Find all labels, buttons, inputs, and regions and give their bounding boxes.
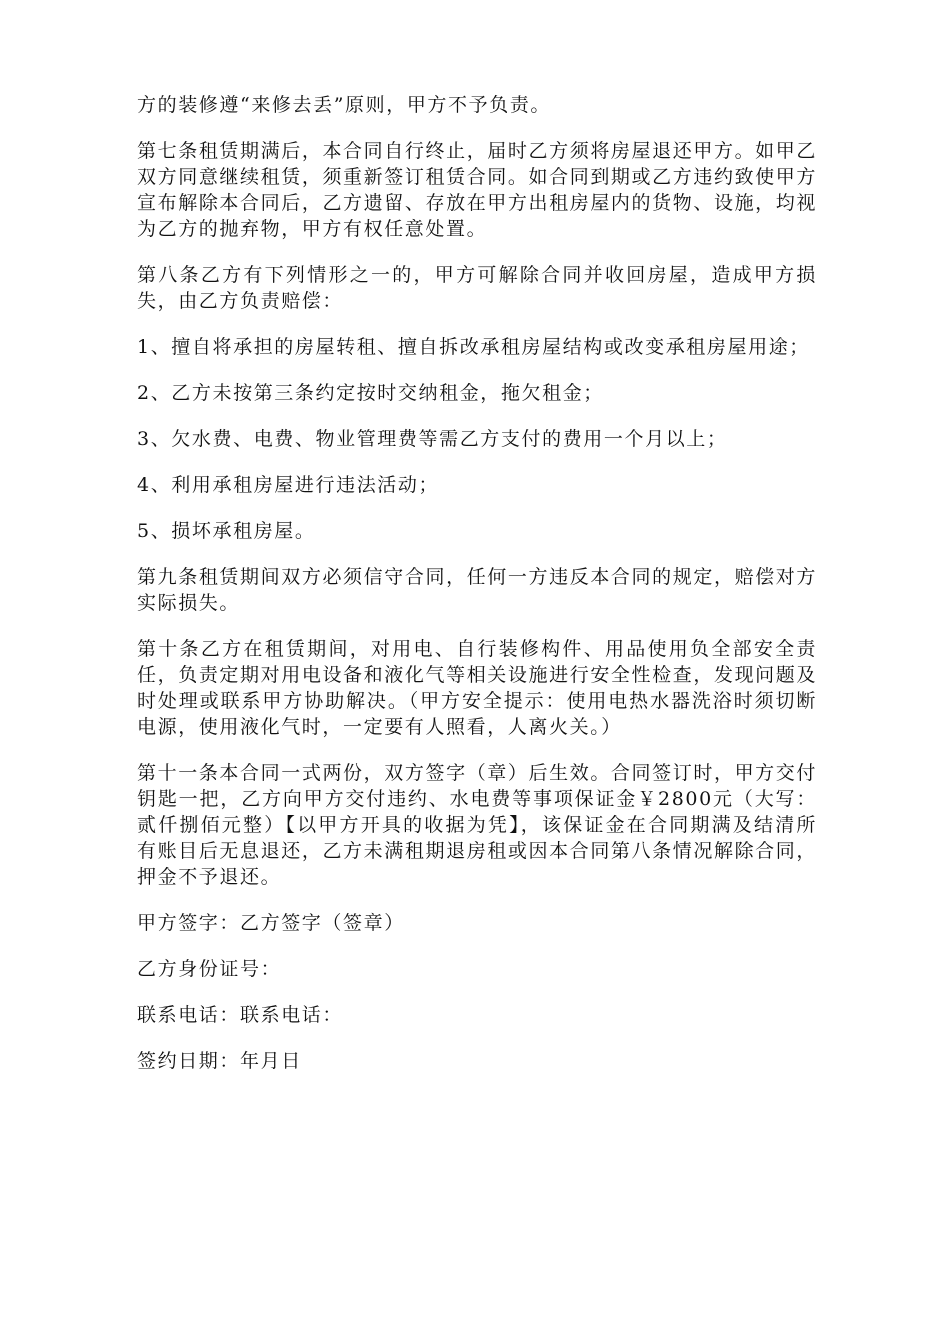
paragraph-article-8: 第八条乙方有下列情形之一的，甲方可解除合同并收回房屋，造成甲方损失，由乙方负责赔偿： (137, 264, 817, 312)
phone-line: 联系电话：联系电话： (137, 1004, 344, 1026)
paragraph-article-10: 第十条乙方在租赁期间，对用电、自行装修构件、用品使用负全部安全责任，负责定期对用电设备和液化气等相关设施进行安全性检查，发现问题及时处理或联系甲方协助解决。（甲方安全提示：使用电热水器洗浴时须切断电源，使用液化气时，一定要有人照看，人离火关。） (137, 638, 817, 738)
list-item-1: 1、擅自将承担的房屋转租、擅自拆改承租房屋结构或改变承租房屋用途； (137, 336, 810, 358)
paragraph-article-11: 第十一条本合同一式两份，双方签字（章）后生效。合同签订时，甲方交付钥匙一把，乙方向甲方交付违约、水电费等事项保证金￥2800元（大写：贰仟捌佰元整）【以甲方开具的收据为凭】，该保证金在合同期满及结清所有账目后无息退还，乙方未满租期退房租或因本合同第八条情况解除合同，押金不予退还。 (137, 762, 817, 888)
paragraph-article-7: 第七条租赁期满后，本合同自行终止，届时乙方须将房屋退还甲方。如甲乙双方同意继续租赁，须重新签订租赁合同。如合同到期或乙方违约致使甲方宣布解除本合同后，乙方遗留、存放在甲方出租房屋内的货物、设施，均视为乙方的抛弃物，甲方有权任意处置。 (137, 140, 817, 240)
list-item-2: 2、乙方未按第三条约定按时交纳租金，拖欠租金； (137, 382, 604, 404)
list-item-3: 3、欠水费、电费、物业管理费等需乙方支付的费用一个月以上； (137, 428, 728, 450)
id-number-line: 乙方身份证号： (137, 958, 282, 980)
document-body (137, 92, 817, 1094)
paragraph-article-9: 第九条租赁期间双方必须信守合同，任何一方违反本合同的规定，赔偿对方实际损失。 (137, 566, 817, 614)
sign-date-line: 签约日期：年月日 (137, 1050, 302, 1072)
paragraph-renovation-clause: 方的装修遵“来修去丢”原则，甲方不予负责。 (137, 94, 552, 116)
signature-line: 甲方签字：乙方签字（签章） (137, 912, 405, 934)
list-item-4: 4、利用承租房屋进行违法活动； (137, 474, 440, 496)
list-item-5: 5、损坏承租房屋。 (137, 520, 316, 542)
